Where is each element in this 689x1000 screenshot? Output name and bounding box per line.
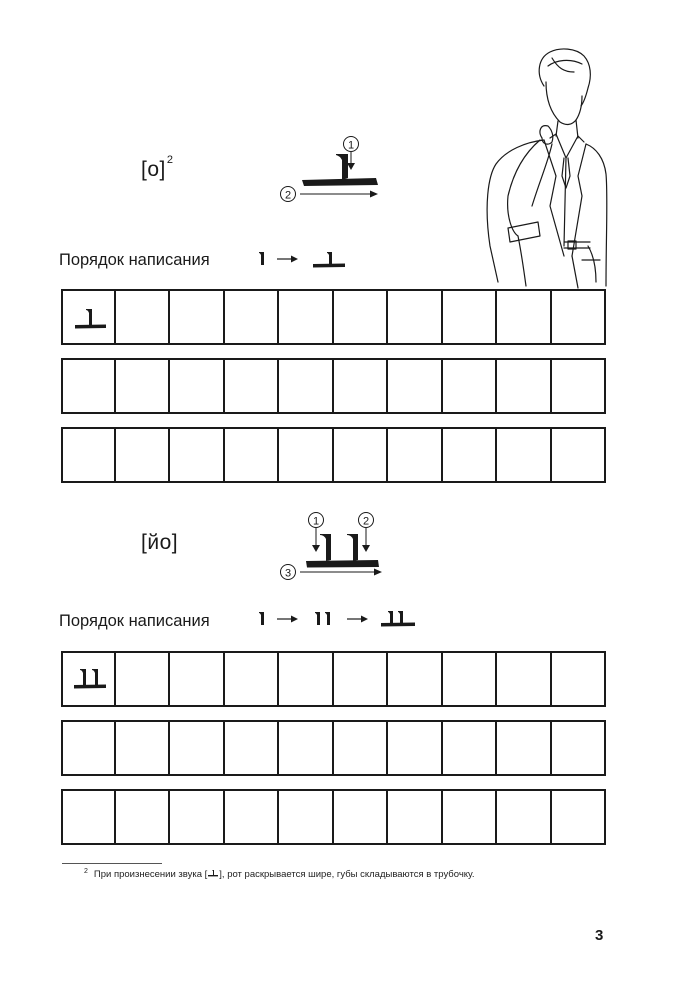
practice-cell[interactable]: [61, 789, 116, 845]
practice-cell[interactable]: [223, 789, 280, 845]
practice-cell[interactable]: [550, 651, 607, 707]
stroke-number-1: 1: [347, 139, 355, 152]
sound-transcription-o: [141, 154, 174, 182]
sample-letter-o: [72, 305, 108, 335]
practice-cell[interactable]: [114, 358, 171, 414]
practice-cell[interactable]: [61, 720, 116, 776]
practice-cell[interactable]: [168, 720, 225, 776]
order-step-2: [315, 612, 330, 625]
practice-cell[interactable]: [441, 720, 498, 776]
practice-cell[interactable]: [441, 789, 498, 845]
practice-cell[interactable]: [386, 720, 443, 776]
practice-cell[interactable]: [386, 358, 443, 414]
order-step-3: [381, 611, 415, 627]
practice-cell[interactable]: [168, 651, 225, 707]
practice-grid-o-row-2: [61, 358, 606, 414]
practice-cell[interactable]: [550, 720, 607, 776]
practice-cell[interactable]: [495, 789, 552, 845]
sample-letter-yo: [71, 665, 109, 695]
practice-cell[interactable]: [168, 789, 225, 845]
sound-text: [o]: [141, 158, 166, 181]
practice-cell[interactable]: [550, 427, 607, 483]
practice-cell[interactable]: [332, 651, 389, 707]
order-arrow-icon: [277, 256, 298, 263]
practice-cell[interactable]: [386, 789, 443, 845]
practice-cell[interactable]: [332, 358, 389, 414]
practice-cell[interactable]: [277, 289, 334, 345]
practice-cell[interactable]: [495, 720, 552, 776]
man-illustration: [478, 46, 613, 291]
stroke-number-3: 3: [284, 567, 292, 580]
practice-cell[interactable]: [277, 358, 334, 414]
practice-grid-o-row-1: [61, 289, 606, 345]
practice-cell[interactable]: [114, 289, 171, 345]
practice-cell[interactable]: [223, 427, 280, 483]
practice-cell[interactable]: [495, 651, 552, 707]
footnote-text: При произнесении звука [: [93, 869, 208, 880]
letter-yo-stroke-diagram: [276, 508, 388, 586]
practice-cell[interactable]: [386, 651, 443, 707]
stroke-number-1: 1: [312, 515, 320, 528]
practice-cell[interactable]: [114, 427, 171, 483]
practice-cell[interactable]: [386, 427, 443, 483]
practice-cell[interactable]: [550, 358, 607, 414]
practice-cell[interactable]: [332, 720, 389, 776]
footnote-number: 2: [84, 868, 88, 875]
practice-cell[interactable]: [332, 289, 389, 345]
practice-cell[interactable]: [441, 427, 498, 483]
practice-cell[interactable]: [550, 289, 607, 345]
writing-order-label: Порядок написания: [59, 251, 210, 269]
order-step-1: [259, 612, 264, 625]
practice-cell[interactable]: [332, 789, 389, 845]
practice-cell[interactable]: [61, 427, 116, 483]
order-arrow-icon: [347, 616, 368, 623]
practice-cell[interactable]: [61, 289, 116, 345]
practice-cell[interactable]: [114, 651, 171, 707]
practice-cell[interactable]: [168, 289, 225, 345]
footnote: [84, 869, 474, 880]
practice-cell[interactable]: [441, 289, 498, 345]
writing-order-sequence: [255, 606, 425, 632]
practice-cell[interactable]: [223, 651, 280, 707]
practice-cell[interactable]: [61, 358, 116, 414]
practice-cell[interactable]: [61, 651, 116, 707]
practice-cell[interactable]: [277, 720, 334, 776]
footnote-divider: [62, 863, 162, 864]
order-step-2: [313, 252, 345, 268]
letter-o-stroke-diagram: [276, 130, 388, 210]
practice-cell[interactable]: [332, 427, 389, 483]
page-number: 3: [595, 927, 604, 944]
practice-cell[interactable]: [386, 289, 443, 345]
practice-grid-yo-row-3: [61, 789, 606, 845]
stroke-number-2: 2: [284, 189, 292, 202]
practice-cell[interactable]: [114, 789, 171, 845]
letter-o-glyph-inline: [207, 869, 219, 878]
practice-cell[interactable]: [277, 427, 334, 483]
practice-cell[interactable]: [114, 720, 171, 776]
practice-cell[interactable]: [277, 651, 334, 707]
sound-transcription-yo: [йо]: [141, 531, 179, 554]
practice-cell[interactable]: [168, 358, 225, 414]
practice-cell[interactable]: [441, 358, 498, 414]
practice-cell[interactable]: [550, 789, 607, 845]
order-arrow-icon: [277, 616, 298, 623]
practice-grid-yo-row-1: [61, 651, 606, 707]
practice-cell[interactable]: [441, 651, 498, 707]
practice-cell[interactable]: [277, 789, 334, 845]
practice-grid-o-row-3: [61, 427, 606, 483]
practice-cell[interactable]: [495, 427, 552, 483]
practice-cell[interactable]: [223, 720, 280, 776]
practice-cell[interactable]: [168, 427, 225, 483]
order-step-1: [259, 252, 264, 265]
stroke-number-2: 2: [362, 515, 370, 528]
practice-grid-yo-row-2: [61, 720, 606, 776]
writing-order-label: Порядок написания: [59, 612, 210, 630]
practice-cell[interactable]: [495, 358, 552, 414]
practice-cell[interactable]: [495, 289, 552, 345]
practice-cell[interactable]: [223, 289, 280, 345]
footnote-ref: 2: [166, 154, 174, 166]
practice-cell[interactable]: [223, 358, 280, 414]
footnote-text: ], рот раскрывается шире, губы складываются в трубочку.: [219, 869, 475, 880]
writing-order-sequence: [255, 246, 355, 272]
